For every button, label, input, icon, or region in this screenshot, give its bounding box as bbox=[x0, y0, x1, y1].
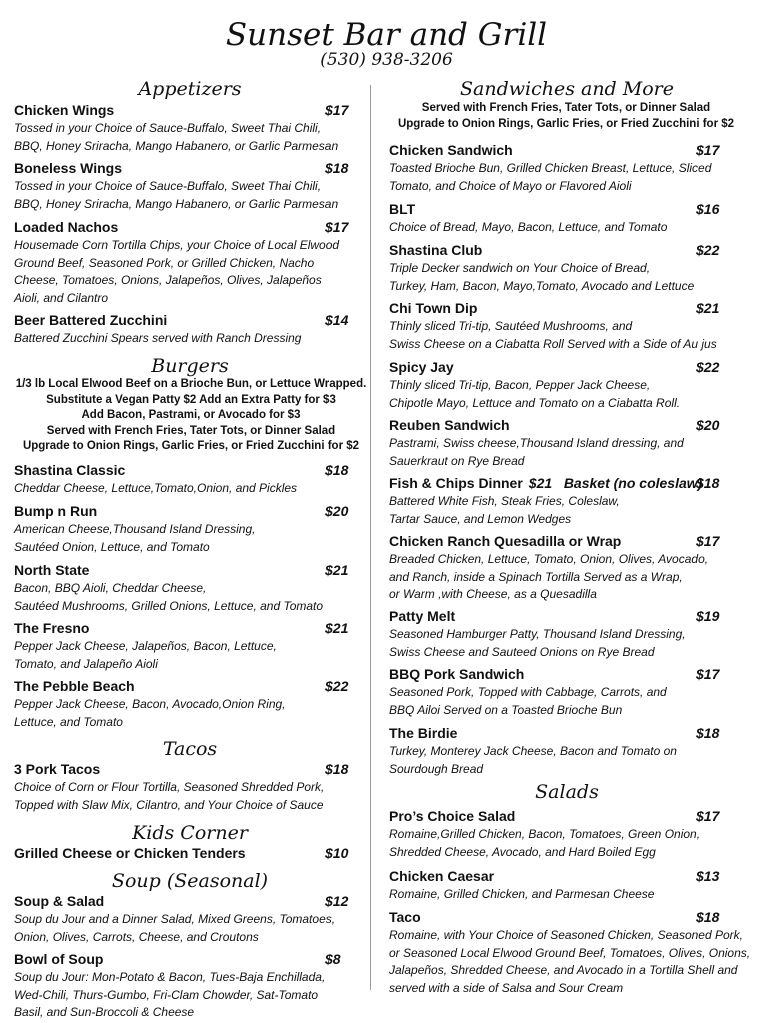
item-name: North State bbox=[14, 562, 90, 578]
item-price: $17 bbox=[696, 142, 720, 158]
item-extra-option: $21 Basket (no coleslaw) bbox=[528, 475, 703, 491]
item-description-line: Seasoned Hamburger Patty, Thousand Island Dressing, bbox=[389, 627, 686, 641]
item-name: Taco bbox=[389, 909, 421, 925]
item-name-row bbox=[14, 561, 366, 580]
item-name: Beer Battered Zucchini bbox=[14, 312, 168, 328]
item-description-line: Seasoned Pork, Topped with Cabbage, Carrots, and bbox=[389, 685, 667, 699]
item-name: The Fresno bbox=[14, 620, 90, 636]
item-description-line: Cheese, Tomatoes, Onions, Jalapeños, Olives, Jalapeños bbox=[14, 273, 322, 288]
item-description-line: Sourdough Bread bbox=[389, 761, 484, 776]
sandwiches-note-line: Upgrade to Onion Rings, Garlic Fries, or Fried Zucchini for $2 bbox=[397, 117, 735, 130]
menu-item bbox=[389, 241, 745, 295]
menu-item bbox=[14, 159, 366, 213]
item-name: Pro’s Choice Salad bbox=[389, 808, 516, 824]
menu-item bbox=[14, 101, 366, 155]
item-price: $10 bbox=[325, 845, 349, 861]
item-description-line: Battered Zucchini Spears served with Ranch Dressing bbox=[14, 331, 302, 345]
item-price: $19 bbox=[696, 608, 720, 624]
item-description-line: Soup du Jour and a Dinner Salad, Mixed Greens, Tomatoes, bbox=[14, 912, 336, 926]
item-name-row bbox=[14, 844, 366, 863]
item-price: $18 bbox=[325, 761, 349, 777]
burgers-note-line: Served with French Fries, Tater Tots, or Dinner Salad bbox=[46, 424, 336, 437]
item-name: Spicy Jay bbox=[389, 359, 454, 375]
item-description-line: BBQ Ailoi Served on a Toasted Brioche Bun bbox=[389, 702, 623, 717]
item-name-row bbox=[389, 141, 745, 160]
sandwiches-note-line: Served with French Fries, Tater Tots, or Dinner Salad bbox=[421, 102, 711, 114]
item-description-line: Sautéed Mushrooms, Grilled Onions, Lettuce, and Tomato bbox=[14, 598, 324, 613]
item-name-row bbox=[14, 892, 366, 911]
sandwiches-notes bbox=[381, 101, 751, 132]
column-divider bbox=[370, 85, 371, 990]
item-name: BLT bbox=[389, 201, 416, 217]
item-description-line: Jalapeños, Shredded Cheese, and Avocado in a Tortilla Shell and bbox=[389, 963, 738, 978]
item-description-line: Cheddar Cheese, Lettuce,Tomato,Onion, and Pickles bbox=[14, 481, 298, 495]
item-description-line: Basil, and Sun-Broccoli & Cheese bbox=[14, 1005, 195, 1020]
item-name-row bbox=[389, 665, 745, 684]
item-description-line: Bacon, BBQ Aioli, Cheddar Cheese, bbox=[14, 581, 207, 595]
item-description-line: Soup du Jour: Mon-Potato & Bacon, Tues-Baja Enchillada, bbox=[14, 970, 326, 984]
item-description-line: Breaded Chicken, Lettuce, Tomato, Onion, Olives, Avocado, bbox=[389, 552, 709, 566]
menu-item bbox=[389, 607, 745, 661]
item-description-line: Aioli, and Cilantro bbox=[14, 290, 109, 305]
item-name-row bbox=[14, 101, 366, 120]
menu-item bbox=[389, 141, 745, 195]
item-name: Bowl of Soup bbox=[14, 951, 104, 967]
item-description-line: Choice of Corn or Flour Tortilla, Seasoned Shredded Pork, bbox=[14, 780, 325, 794]
item-description-line: Topped with Slaw Mix, Cilantro, and Your Choice of Sauce bbox=[14, 797, 324, 812]
item-name: Chicken Ranch Quesadilla or Wrap bbox=[389, 533, 622, 549]
item-price: $12 bbox=[325, 893, 349, 909]
menu-item bbox=[389, 299, 745, 353]
menu-item bbox=[389, 474, 745, 528]
item-name-row bbox=[14, 461, 366, 480]
item-price: $17 bbox=[325, 219, 349, 235]
item-name: Bump n Run bbox=[14, 503, 98, 519]
item-description-line: Lettuce, and Tomato bbox=[14, 714, 123, 729]
item-name-row bbox=[14, 619, 366, 638]
item-description-line: or Warm ,with Cheese, as a Quesadilla bbox=[389, 587, 597, 602]
item-price: $20 bbox=[696, 417, 720, 433]
item-name: Fish & Chips Dinner bbox=[389, 475, 523, 491]
item-name: Soup & Salad bbox=[14, 893, 105, 909]
menu-item bbox=[14, 950, 366, 1022]
item-name: Reuben Sandwich bbox=[389, 417, 510, 433]
item-description-line: Swiss Cheese and Sauteed Onions on Rye Bread bbox=[389, 644, 655, 659]
item-description-line: Romaine,Grilled Chicken, Bacon, Tomatoes, Green Onion, bbox=[389, 827, 701, 841]
item-name-row bbox=[389, 474, 745, 493]
menu-item bbox=[14, 561, 366, 615]
item-description-line: Turkey, Ham, Bacon, Mayo,Tomato, Avocado and Lettuce bbox=[389, 278, 695, 293]
item-name: Chi Town Dip bbox=[389, 300, 478, 316]
menu-item bbox=[14, 461, 366, 498]
item-price: $17 bbox=[696, 533, 720, 549]
item-name: The Birdie bbox=[389, 725, 458, 741]
item-price: $18 bbox=[325, 462, 349, 478]
item-description-line: Choice of Bread, Mayo, Bacon, Lettuce, and Tomato bbox=[389, 220, 668, 234]
burgers-notes bbox=[6, 377, 376, 455]
item-name: Chicken Wings bbox=[14, 102, 115, 118]
menu-item bbox=[14, 502, 366, 556]
item-description-line: Housemade Corn Tortilla Chips, your Choice of Local Elwood bbox=[14, 238, 340, 252]
item-name-row bbox=[389, 867, 745, 886]
item-price: $13 bbox=[696, 868, 720, 884]
item-description-line: served with a side of Salsa and Sour Cream bbox=[389, 980, 624, 995]
item-description-line: Tossed in your Choice of Sauce-Buffalo, Sweet Thai Chili, bbox=[14, 179, 322, 193]
sandwiches-section-title: Sandwiches and More bbox=[460, 78, 674, 100]
menu-item bbox=[14, 760, 366, 814]
item-name-row bbox=[389, 358, 745, 377]
item-price: $22 bbox=[325, 678, 349, 694]
item-price: $18 bbox=[696, 909, 720, 925]
item-name-row bbox=[14, 677, 366, 696]
menu-item bbox=[389, 908, 751, 997]
item-name-row bbox=[14, 950, 366, 969]
item-price: $14 bbox=[325, 312, 349, 328]
menu-item bbox=[389, 807, 745, 861]
item-name-row bbox=[389, 532, 745, 551]
menu-item bbox=[389, 200, 745, 237]
item-name: BBQ Pork Sandwich bbox=[389, 666, 525, 682]
item-description-line: and Ranch, inside a Spinach Tortilla Served as a Wrap, bbox=[389, 569, 683, 584]
item-description-line: Sautéed Onion, Lettuce, and Tomato bbox=[14, 539, 210, 554]
item-description-line: Triple Decker sandwich on Your Choice of Bread, bbox=[389, 261, 651, 275]
item-name-row bbox=[389, 241, 745, 260]
tacos-section-title: Tacos bbox=[162, 738, 218, 760]
item-name-row bbox=[389, 200, 745, 219]
item-description-line: Tomato, and Choice of Mayo or Flavored Aioli bbox=[389, 178, 632, 193]
item-description-line: Tartar Sauce, and Lemon Wedges bbox=[389, 511, 572, 526]
restaurant-name: Sunset Bar and Grill bbox=[225, 17, 548, 53]
item-name-row bbox=[389, 607, 745, 626]
item-description-line: Toasted Brioche Bun, Grilled Chicken Breast, Lettuce, Sliced bbox=[389, 161, 712, 175]
item-description-line: Wed-Chili, Thurs-Gumbo, Fri-Clam Chowder, Sat-Tomato bbox=[14, 987, 319, 1002]
item-price: $8 bbox=[325, 951, 341, 967]
menu-item bbox=[14, 619, 366, 673]
item-description-line: Ground Beef, Seasoned Pork, or Grilled Chicken, Nacho bbox=[14, 255, 315, 270]
menu-item bbox=[14, 677, 366, 731]
item-price: $20 bbox=[325, 503, 349, 519]
item-price: $18 bbox=[325, 160, 349, 176]
menu-item bbox=[389, 532, 745, 604]
item-description-line: Tossed in your Choice of Sauce-Buffalo, Sweet Thai Chili, bbox=[14, 121, 322, 135]
menu-item bbox=[389, 867, 745, 904]
item-description-line: Shredded Cheese, Avocado, and Hard Boiled Egg bbox=[389, 844, 656, 859]
item-description-line: or Seasoned Local Elwood Ground Beef, Tomatoes, Olives, Onions, bbox=[389, 945, 751, 960]
burgers-note-line: Upgrade to Onion Rings, Garlic Fries, or Fried Zucchini for $2 bbox=[22, 440, 360, 453]
item-name-row bbox=[14, 218, 366, 237]
item-description-line: Pepper Jack Cheese, Bacon, Avocado,Onion Ring, bbox=[14, 697, 286, 711]
burgers-note-line: Substitute a Vegan Patty $2 Add an Extra Patty for $3 bbox=[46, 393, 336, 406]
item-description-line: Thinly sliced Tri-tip, Bacon, Pepper Jack Cheese, bbox=[389, 378, 651, 392]
item-name: 3 Pork Tacos bbox=[14, 761, 101, 777]
item-price: $22 bbox=[696, 242, 720, 258]
item-description-line: Sauerkraut on Rye Bread bbox=[389, 453, 525, 468]
item-description-line: Tomato, and Jalapeño Aioli bbox=[14, 656, 158, 671]
item-name-row bbox=[14, 502, 366, 521]
item-name-row bbox=[389, 807, 745, 826]
item-description-line: Pastrami, Swiss cheese,Thousand Island dressing, and bbox=[389, 436, 684, 450]
item-name-row bbox=[389, 908, 745, 927]
menu-item bbox=[14, 311, 366, 348]
item-price: $18 bbox=[696, 475, 720, 491]
item-name-row bbox=[14, 159, 366, 178]
menu-item bbox=[389, 416, 745, 470]
item-name: Boneless Wings bbox=[14, 160, 123, 176]
item-name: Shastina Classic bbox=[14, 462, 126, 478]
item-description-line: BBQ, Honey Sriracha, Mango Habanero, or Garlic Parmesan bbox=[14, 138, 339, 153]
item-name-row bbox=[14, 311, 366, 330]
item-name: Shastina Club bbox=[389, 242, 483, 258]
item-description-line: BBQ, Honey Sriracha, Mango Habanero, or Garlic Parmesan bbox=[14, 196, 339, 211]
item-name: The Pebble Beach bbox=[14, 678, 135, 694]
item-price: $16 bbox=[696, 201, 720, 217]
menu-item bbox=[389, 665, 745, 719]
item-description-line: Pepper Jack Cheese, Jalapeños, Bacon, Lettuce, bbox=[14, 639, 277, 653]
item-name-row bbox=[389, 299, 745, 318]
item-name: Chicken Caesar bbox=[389, 868, 495, 884]
item-description-line: American Cheese,Thousand Island Dressing, bbox=[14, 522, 256, 536]
item-price: $22 bbox=[696, 359, 720, 375]
burgers-note-line: Add Bacon, Pastrami, or Avocado for $3 bbox=[81, 409, 301, 422]
salads-section-title: Salads bbox=[535, 781, 599, 803]
item-price: $17 bbox=[696, 808, 720, 824]
item-description-line: Chipotle Mayo, Lettuce and Tomato on a Ciabatta Roll. bbox=[389, 395, 681, 410]
appetizers-section-title: Appetizers bbox=[138, 78, 242, 100]
item-price: $17 bbox=[696, 666, 720, 682]
item-price: $21 bbox=[325, 620, 349, 636]
menu-item bbox=[389, 724, 745, 778]
item-price: $18 bbox=[696, 725, 720, 741]
item-description-line: Thinly sliced Tri-tip, Sautéed Mushrooms, and bbox=[389, 319, 633, 333]
burgers-section-title: Burgers bbox=[151, 355, 229, 377]
menu-item bbox=[14, 892, 366, 946]
restaurant-phone: (530) 938-3206 bbox=[320, 50, 453, 70]
item-name-row bbox=[389, 416, 745, 435]
item-name-row bbox=[14, 760, 366, 779]
item-name: Grilled Cheese or Chicken Tenders bbox=[14, 845, 246, 861]
soup-section-title: Soup (Seasonal) bbox=[111, 870, 269, 892]
item-description-line: Romaine, Grilled Chicken, and Parmesan Cheese bbox=[389, 887, 655, 901]
kids-section-title: Kids Corner bbox=[132, 822, 248, 844]
menu-item bbox=[14, 844, 366, 863]
item-description-line: Onion, Olives, Carrots, Cheese, and Croutons bbox=[14, 929, 259, 944]
item-description-line: Swiss Cheese on a Ciabatta Roll Served with a Side of Au jus bbox=[389, 336, 717, 351]
item-name: Chicken Sandwich bbox=[389, 142, 513, 158]
menu-item bbox=[389, 358, 745, 412]
item-description-line: Turkey, Monterey Jack Cheese, Bacon and Tomato on bbox=[389, 744, 677, 758]
item-name: Patty Melt bbox=[389, 608, 456, 624]
item-price: $21 bbox=[325, 562, 349, 578]
item-description-line: Battered White Fish, Steak Fries, Coleslaw, bbox=[389, 494, 620, 508]
menu-item bbox=[14, 218, 366, 307]
item-price: $17 bbox=[325, 102, 349, 118]
item-price: $21 bbox=[696, 300, 720, 316]
item-name-row bbox=[389, 724, 745, 743]
item-name: Loaded Nachos bbox=[14, 219, 119, 235]
item-description-line: Romaine, with Your Choice of Seasoned Chicken, Seasoned Pork, bbox=[389, 928, 743, 942]
burgers-note-line: 1/3 lb Local Elwood Beef on a Brioche Bun, or Lettuce Wrapped. bbox=[15, 378, 367, 390]
